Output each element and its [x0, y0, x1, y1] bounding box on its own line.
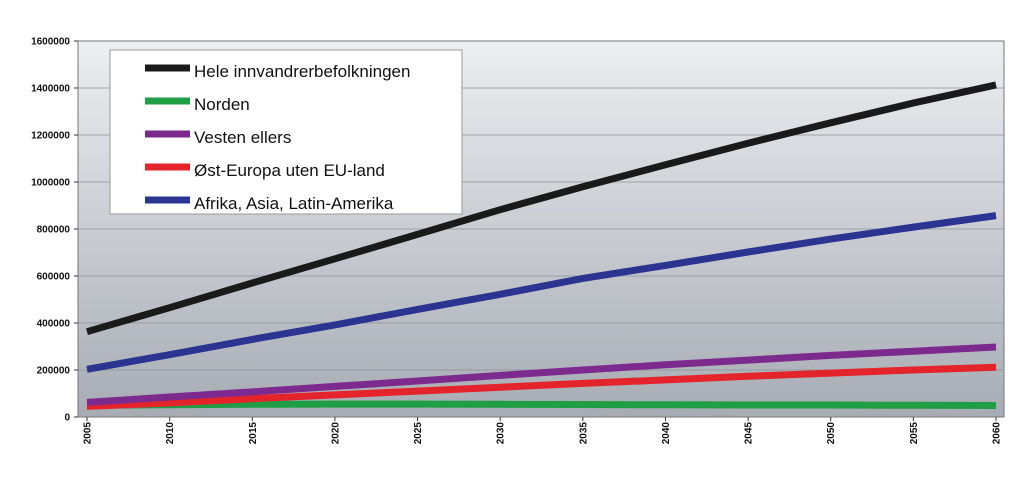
x-tick-label: 2020	[330, 422, 342, 445]
x-tick-label: 2015	[247, 422, 259, 445]
y-tick-label: 1200000	[31, 130, 70, 142]
x-tick-label: 2010	[165, 422, 177, 445]
y-tick-label: 200000	[36, 365, 70, 377]
y-tick-label: 1400000	[31, 83, 70, 95]
x-tick-label: 2030	[495, 422, 507, 445]
x-axis	[83, 417, 1003, 444]
x-tick-label: 2005	[82, 422, 94, 445]
x-tick-label: 2050	[826, 422, 838, 445]
legend-label: Hele innvandrerbefolkningen	[194, 62, 411, 81]
y-tick-label: 1600000	[31, 36, 70, 48]
legend-label: Vesten ellers	[194, 128, 292, 147]
x-tick-label: 2060	[991, 422, 1003, 445]
y-tick-label: 800000	[36, 224, 70, 236]
x-tick-label: 2035	[578, 422, 590, 445]
legend-label: Øst-Europa uten EU-land	[194, 161, 385, 180]
y-tick-label: 0	[64, 412, 70, 424]
legend	[110, 50, 462, 214]
y-tick-label: 600000	[36, 271, 70, 283]
y-tick-label: 1000000	[31, 177, 70, 189]
y-axis	[31, 37, 78, 424]
legend-label: Norden	[194, 95, 250, 114]
legend-label: Afrika, Asia, Latin-Amerika	[194, 194, 394, 213]
series-line	[87, 404, 996, 405]
x-tick-label: 2040	[660, 422, 672, 445]
x-tick-label: 2045	[743, 422, 755, 445]
x-tick-label: 2055	[908, 422, 920, 445]
x-tick-label: 2025	[413, 422, 425, 445]
y-tick-label: 400000	[36, 318, 70, 330]
